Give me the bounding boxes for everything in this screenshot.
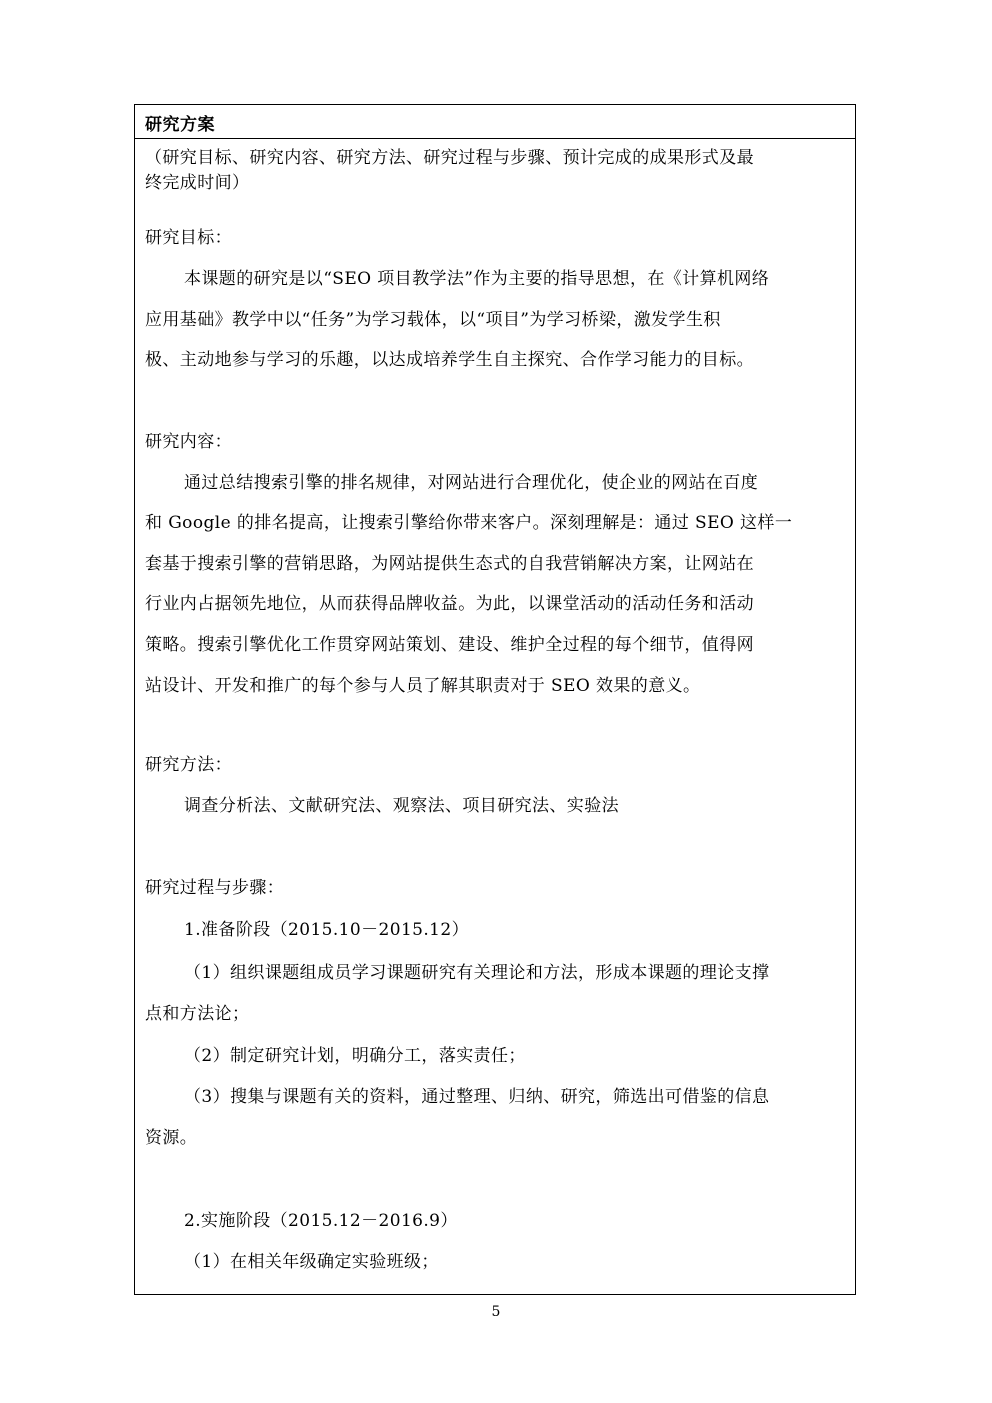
page-number: 5 xyxy=(491,1304,501,1320)
goal-line-1: 本课题的研究是以“SEO 项目教学法”作为主要的指导思想，在《计算机网络 xyxy=(184,269,770,289)
stage2-title: 2.实施阶段（2015.12－2016.9） xyxy=(184,1211,458,1231)
goal-line-3: 极、主动地参与学习的乐趣，以达成培养学生自主探究、合作学习能力的目标。 xyxy=(145,350,754,370)
process-heading: 研究过程与步骤： xyxy=(145,878,285,898)
table-header-row xyxy=(135,105,855,139)
stage1-item1-line-2: 点和方法论； xyxy=(145,1004,250,1024)
stage2-item1: （1）在相关年级确定实验班级； xyxy=(184,1252,439,1272)
stage1-item3-line-1: （3）搜集与课题有关的资料，通过整理、归纳、研究，筛选出可借鉴的信息 xyxy=(184,1087,770,1107)
stage1-title: 1.准备阶段（2015.10－2015.12） xyxy=(184,920,470,940)
method-text: 调查分析法、文献研究法、观察法、项目研究法、实验法 xyxy=(184,796,619,816)
content-line-5: 策略。搜索引擎优化工作贯穿网站策划、建设、维护全过程的每个细节，值得网 xyxy=(145,635,754,655)
stage1-item3-line-2: 资源。 xyxy=(145,1128,198,1148)
subtitle-line-2: 终完成时间） xyxy=(145,173,250,193)
stage1-item2: （2）制定研究计划，明确分工，落实责任； xyxy=(184,1046,526,1066)
content-heading: 研究内容： xyxy=(145,432,232,452)
content-line-6: 站设计、开发和推广的每个参与人员了解其职责对于 SEO 效果的意义。 xyxy=(145,676,701,696)
content-line-4: 行业内占据领先地位，从而获得品牌收益。为此，以课堂活动的活动任务和活动 xyxy=(145,594,754,614)
method-heading: 研究方法： xyxy=(145,755,232,775)
goal-heading: 研究目标： xyxy=(145,228,232,248)
subtitle-line-1: （研究目标、研究内容、研究方法、研究过程与步骤、预计完成的成果形式及最 xyxy=(145,148,754,168)
content-line-2: 和 Google 的排名提高，让搜索引擎给你带来客户。深刻理解是：通过 SEO 这样一 xyxy=(145,513,793,533)
research-plan-table xyxy=(134,104,856,1295)
goal-line-2: 应用基础》教学中以“任务”为学习载体，以“项目”为学习桥梁，激发学生积 xyxy=(145,310,721,330)
section-title: 研究方案 xyxy=(145,115,215,135)
stage1-item1-line-1: （1）组织课题组成员学习课题研究有关理论和方法，形成本课题的理论支撑 xyxy=(184,963,770,983)
content-line-3: 套基于搜索引擎的营销思路，为网站提供生态式的自我营销解决方案，让网站在 xyxy=(145,554,754,574)
content-line-1: 通过总结搜索引擎的排名规律，对网站进行合理优化，使企业的网站在百度 xyxy=(184,473,759,493)
